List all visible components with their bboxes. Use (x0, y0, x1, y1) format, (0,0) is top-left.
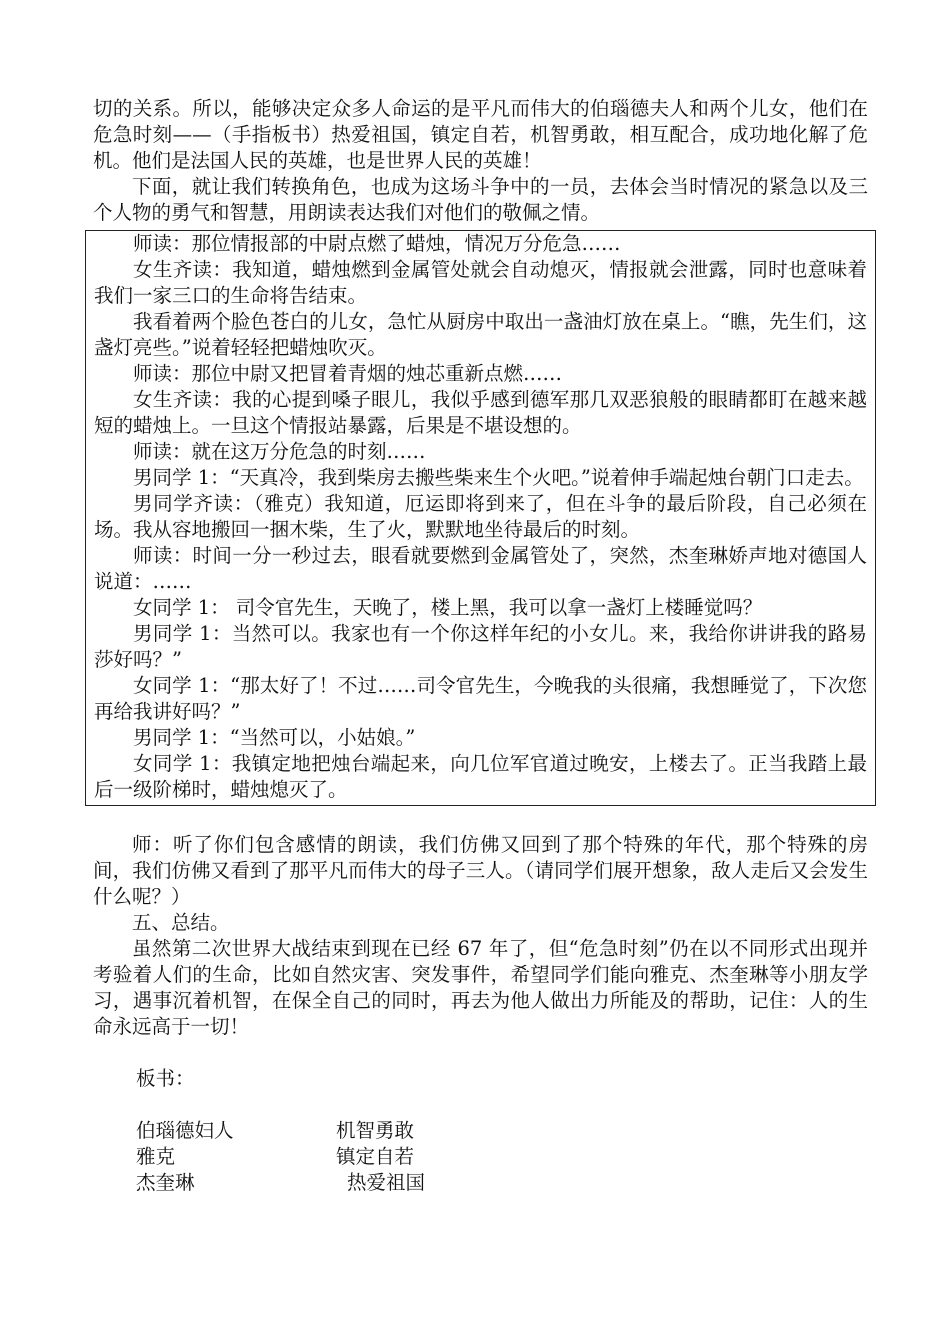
intro-paragraph-2: 下面，就让我们转换角色，也成为这场斗争中的一员，去体会当时情况的紧急以及三个人物的勇气和智慧，用朗读表达我们对他们的敬佩之情。 (93, 175, 868, 224)
blackboard-notes (136, 1118, 868, 1196)
conclusion-paragraph: 虽然第二次世界大战结束到现在已经 67 年了，但“危急时刻”仍在以不同形式出现并考验着人们的生命，比如自然灾害、突发事件，希望同学们能向雅克、杰奎琳等小朋友学习，遇事沉着机智，在保全自己的同时，再去为他人做出力所能及的帮助，记住：人的生命永远高于一切！ (93, 937, 868, 1038)
blackboard-row (136, 1170, 868, 1196)
intro-paragraph-1: 切的关系。所以，能够决定众多人命运的是平凡而伟大的伯瑙德夫人和两个儿女，他们在危急时刻——（手指板书）热爱祖国，镇定自若，机智勇敢，相互配合，成功地化解了危机。他们是法国人民的英雄，也是世界人民的英雄！ (93, 97, 868, 172)
blackboard-character: 雅克 (136, 1145, 176, 1168)
blackboard-row (136, 1118, 868, 1144)
script-line: 女同学 1：我镇定地把烛台端起来，向几位军官道过晚安，上楼去了。正当我踏上最后一级阶梯时，蜡烛熄灭了。 (94, 752, 867, 801)
script-line: 男同学 1：“天真冷，我到柴房去搬些柴来生个火吧。”说着伸手端起烛台朝门口走去。 (133, 466, 864, 489)
script-line: 男同学齐读：（雅克）我知道，厄运即将到来了，但在斗争的最后阶段，自己必须在场。我从容地搬回一捆木柴，生了火，默默地坐待最后的时刻。 (94, 492, 867, 541)
reading-script-box (85, 230, 876, 806)
script-line: 女生齐读：我的心提到嗓子眼儿，我似乎感到德军那几双恶狼般的眼睛都盯在越来越短的蜡烛上。一旦这个情报站暴露，后果是不堪设想的。 (94, 388, 867, 437)
script-line: 师读：就在这万分危急的时刻…… (133, 440, 426, 463)
section-heading-summary: 五、总结。 (132, 911, 230, 934)
document-page (93, 96, 868, 1196)
blackboard-trait: 镇定自若 (336, 1145, 415, 1168)
script-line: 我看着两个脸色苍白的儿女，急忙从厨房中取出一盏油灯放在桌上。“瞧，先生们，这盏灯亮些。”说着轻轻把蜡烛吹灭。 (94, 310, 867, 359)
blackboard-character: 伯瑙德妇人 (136, 1119, 234, 1142)
teacher-summary-paragraph: 师：听了你们包含感情的朗读，我们仿佛又回到了那个特殊的年代，那个特殊的房间，我们仿佛又看到了那平凡而伟大的母子三人。（请同学们展开想象，敌人走后又会发生什么呢？） (93, 833, 868, 908)
script-line: 师读：那位中尉又把冒着青烟的烛芯重新点燃…… (133, 362, 563, 385)
blackboard-trait: 热爱祖国 (347, 1171, 426, 1194)
script-line: 男同学 1：“当然可以，小姑娘。” (133, 726, 416, 749)
blackboard-trait: 机智勇敢 (336, 1119, 415, 1142)
blackboard-row (136, 1144, 868, 1170)
blackboard-title: 板书： (136, 1067, 195, 1090)
spacer (93, 806, 868, 832)
script-line: 师读：那位情报部的中尉点燃了蜡烛，情况万分危急…… (133, 232, 621, 255)
script-line: 男同学 1：当然可以。我家也有一个你这样年纪的小女儿。来，我给你讲讲我的路易莎好吗？” (94, 622, 867, 671)
script-line: 师读：时间一分一秒过去，眼看就要燃到金属管处了，突然，杰奎琳娇声地对德国人说道：…… (94, 544, 867, 593)
script-line: 女生齐读：我知道，蜡烛燃到金属管处就会自动熄灭，情报就会泄露，同时也意味着我们一家三口的生命将告结束。 (94, 258, 867, 307)
script-line: 女同学 1： 司令官先生，天晚了，楼上黑，我可以拿一盏灯上楼睡觉吗？ (133, 596, 763, 619)
script-line: 女同学 1：“那太好了！不过……司令官先生，今晚我的头很痛，我想睡觉了，下次您再给我讲好吗？” (94, 674, 867, 723)
blackboard-character: 杰奎琳 (136, 1171, 195, 1194)
